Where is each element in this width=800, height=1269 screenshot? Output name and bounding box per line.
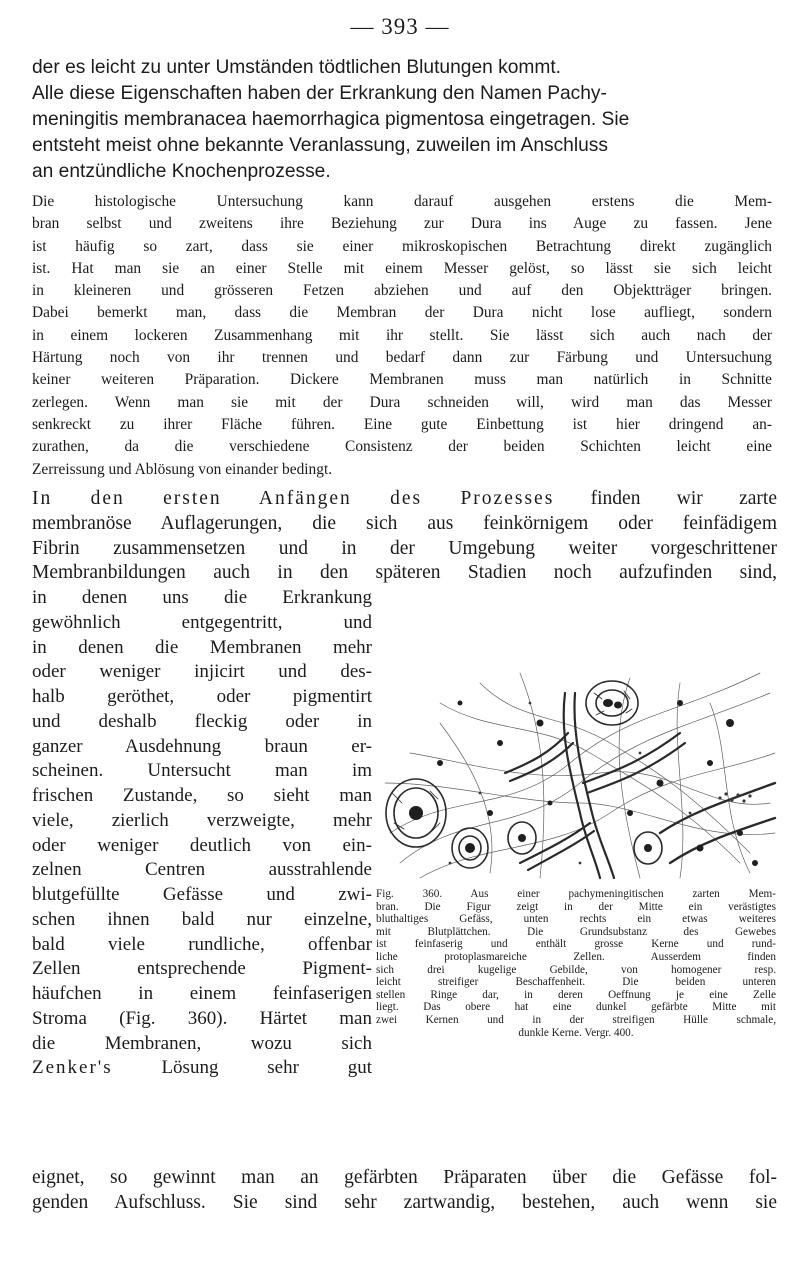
- text-line: oder weniger deutlich von ein-: [32, 834, 372, 856]
- text-line: frischen Zustande, so sieht man: [32, 785, 372, 806]
- caption-line: liegt. Das obere hat eine dunkel gefärbte Mitte mit: [376, 1001, 776, 1014]
- text-line: bald viele rundliche, offenbar: [32, 933, 372, 955]
- caption-line: ist feinfaserig und enthält grosse Kerne und rund-: [376, 938, 776, 951]
- caption-line: leicht streifiger Beschaffenheit. Die beiden unteren: [376, 976, 776, 989]
- caption-line: stellen Ringe dar, in deren Oeffnung je eine Zelle: [376, 988, 776, 1001]
- caption-line: bluthaltiges Gefäss, unten rechts ein etwas weiteres: [376, 913, 776, 926]
- text-line: ist häufig so zart, dass sie einer mikroskopischen Betrachtung direkt zugänglich: [32, 237, 772, 255]
- text-line: viele, zierlich verzweigte, mehr: [32, 809, 372, 831]
- caption-line: mit Blutplättchen. Die Grundsubstanz des Gewebes: [376, 925, 776, 938]
- text-line: in kleineren und grösseren Fetzen abziehen und auf den Objektträger bringen.: [32, 282, 772, 300]
- text-line: Fibrin zusammensetzen und in der Umgebung weiter vorgeschrittener: [32, 537, 777, 559]
- caption-line: Fig. 360. Aus einer pachymeningitischen zarten Mem-: [376, 888, 776, 900]
- text-line: [32, 487, 777, 512]
- text-line: [32, 1056, 372, 1081]
- text-line: häufchen in einem feinfaserigen: [32, 983, 372, 1004]
- text-line: an entzündliche Knochenprozesse.: [32, 161, 331, 182]
- intro-paragraph: [32, 55, 772, 185]
- text-fragment: Lösung sehr gut: [112, 1057, 372, 1079]
- text-line: Dabei bemerkt man, dass die Membran der Dura nicht lose aufliegt, sondern: [32, 304, 772, 322]
- page-number: — 393 —: [350, 14, 450, 39]
- text-line: Membranbildungen auch in den späteren Stadien noch aufzufinden sind,: [32, 562, 777, 584]
- caption-line: bran. Die Figur zeigt in der Mitte ein verästigtes: [376, 900, 776, 913]
- figure-360-illustration: [380, 663, 777, 881]
- text-line: und deshalb fleckig oder in: [32, 710, 372, 732]
- text-line: bran selbst und zweitens ihre Beziehung zur Dura ins Auge zu fassen. Jene: [32, 215, 772, 233]
- text-line: Stroma (Fig. 360). Härtet man: [32, 1007, 372, 1029]
- text-line: blutgefüllte Gefässe und zwi-: [32, 884, 372, 905]
- spaced-phrase: In den ersten Anfängen des Prozesses: [32, 488, 555, 509]
- caption-line: dunkle Kerne. Vergr. 400.: [518, 1026, 634, 1039]
- text-line: zelnen Centren ausstrahlende: [32, 859, 372, 881]
- text-line: halb geröthet, oder pigmentirt: [32, 686, 372, 707]
- text-line: die Membranen, wozu sich: [32, 1032, 372, 1054]
- text-line: oder weniger injicirt und des-: [32, 661, 372, 683]
- text-line: gewöhnlich entgegentritt, und: [32, 611, 372, 633]
- text-line: senkreckt zu ihrer Fläche führen. Eine gute Einbettung ist hier dringend an-: [32, 415, 772, 433]
- text-line: membranöse Auflagerungen, die sich aus feinkörnigem oder feinfädigem: [32, 512, 777, 534]
- text-line: scheinen. Untersucht man im: [32, 760, 372, 782]
- text-line: Härtung noch von ihr trennen und bedarf dann zur Färbung und Untersuchung: [32, 349, 772, 367]
- text-line: der es leicht zu unter Umständen tödtlichen Blutungen kommt.: [32, 57, 562, 78]
- text-line: Zellen entsprechende Pigment-: [32, 958, 372, 980]
- text-line: Alle diese Eigenschaften haben der Erkrankung den Namen Pachy-: [32, 83, 607, 104]
- paragraph-continuation: [32, 1165, 777, 1215]
- text-line: keiner weiteren Präparation. Dickere Membranen muss man natürlich in Schnitte: [32, 371, 772, 389]
- text-line: zurathen, da die verschiedene Consistenz der beiden Schichten leicht eine: [32, 438, 772, 456]
- text-line: entsteht meist ohne bekannte Veranlassung, zuweilen im Anschluss: [32, 135, 608, 156]
- text-line: eignet, so gewinnt man an gefärbten Präparaten über die Gefässe fol-: [32, 1167, 777, 1188]
- text-line: ist. Hat man sie an einer Stelle mit einem Messer gelöst, so lässt sie sich leicht: [32, 259, 772, 277]
- text-line: Die histologische Untersuchung kann darauf ausgehen erstens die Mem-: [32, 193, 772, 210]
- caption-line: zwei Kernen und in der streifigen Hülle schmale,: [376, 1013, 776, 1026]
- text-fragment: finden wir zarte: [554, 488, 777, 509]
- text-line: in einem lockeren Zusammenhang mit ihr stellt. Sie lässt sich auch nach der: [32, 326, 772, 344]
- text-line: schen ihnen bald nur einzelne,: [32, 908, 372, 930]
- text-line: zerlegen. Wenn man sie mit der Dura schneiden will, wird man das Messer: [32, 393, 772, 411]
- author-name: Zenker's: [32, 1057, 113, 1079]
- caption-line: sich drei kugelige Gebilde, von homogener resp.: [376, 963, 776, 976]
- text-line: genden Aufschluss. Sie sind sehr zartwandig, bestehen, auch wenn sie: [32, 1192, 777, 1213]
- histology-note: [32, 191, 772, 481]
- text-line: in denen uns die Erkrankung: [32, 587, 372, 608]
- text-line: meningitis membranacea haemorrhagica pigmentosa eingetragen. Sie: [32, 109, 630, 130]
- caption-line: liche protoplasmareiche Zellen. Ausserdem finden: [376, 950, 776, 963]
- text-line: Zerreissung und Ablösung von einander bedingt.: [32, 460, 333, 478]
- text-line: ganzer Ausdehnung braun er-: [32, 735, 372, 757]
- figure-caption: [376, 888, 776, 1039]
- text-line: in denen die Membranen mehr: [32, 636, 372, 658]
